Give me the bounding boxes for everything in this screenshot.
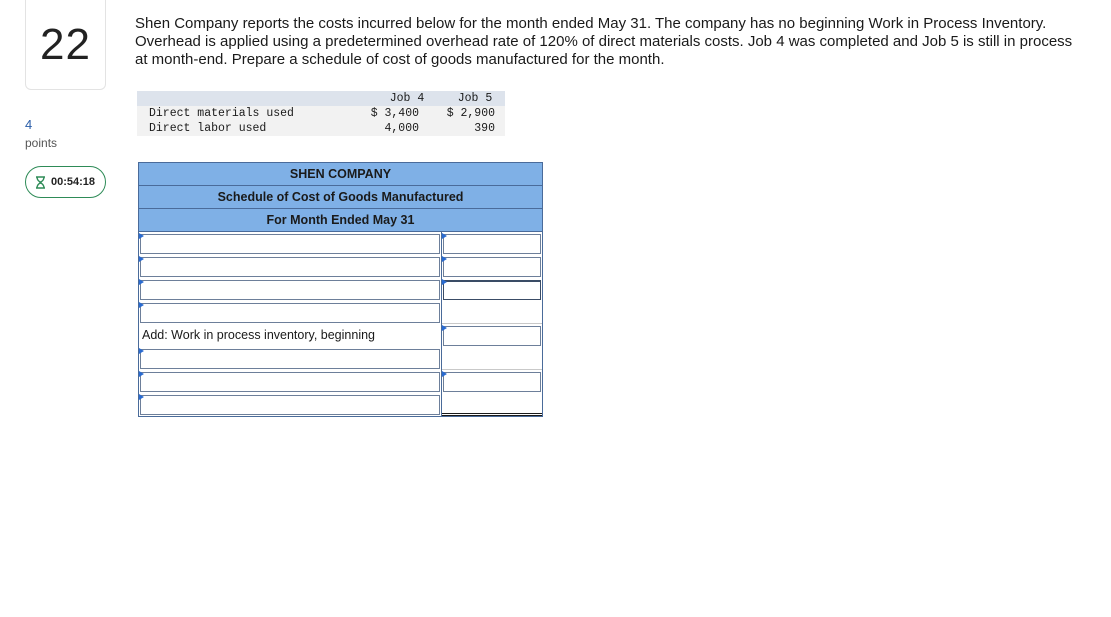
input-marker-icon: [442, 371, 447, 377]
job5-value: 390: [427, 121, 505, 136]
header-job4: Job 4: [362, 91, 427, 106]
input-marker-icon: [442, 256, 447, 262]
dropdown-marker-icon: [139, 371, 144, 377]
label-cell: [139, 232, 442, 255]
amount-input-1[interactable]: [443, 234, 541, 254]
cost-table-header: [137, 91, 505, 106]
header-job5: Job 5: [427, 91, 505, 106]
label-cell: [139, 370, 442, 393]
amount-cell: [442, 278, 542, 301]
question-number: 22: [40, 20, 91, 69]
dropdown-marker-icon: [139, 256, 144, 262]
schedule-period: For Month Ended May 31: [139, 209, 542, 232]
job4-value: 4,000: [362, 121, 427, 136]
amount-cell: [442, 324, 542, 347]
points-label: points: [25, 136, 58, 150]
header-blank: [137, 91, 362, 106]
schedule-row-2: [139, 255, 542, 278]
label-cell: [139, 278, 442, 301]
schedule-title: Schedule of Cost of Goods Manufactured: [139, 186, 542, 209]
amount-cell: [442, 232, 542, 255]
hourglass-icon: [35, 176, 46, 189]
amount-input-5[interactable]: [443, 326, 541, 346]
label-select-7[interactable]: [140, 372, 440, 392]
label-cell: [139, 301, 442, 324]
dropdown-marker-icon: [139, 302, 144, 308]
cogm-schedule: [138, 162, 543, 417]
label-select-3[interactable]: [140, 280, 440, 300]
job4-value: $ 3,400: [362, 106, 427, 121]
amount-input-3[interactable]: [443, 280, 541, 300]
points-value: 4: [25, 117, 33, 132]
row-label: Direct materials used: [137, 106, 362, 121]
double-underline: [442, 413, 542, 416]
label-select-2[interactable]: [140, 257, 440, 277]
subtotal-cell: [442, 301, 542, 324]
amount-cell: [442, 370, 542, 393]
total-cell: [442, 347, 542, 370]
label-cell: [139, 255, 442, 278]
label-select-6[interactable]: [140, 349, 440, 369]
schedule-row-7: [139, 370, 542, 393]
row-label: Direct labor used: [137, 121, 362, 136]
label-select-4[interactable]: [140, 303, 440, 323]
dropdown-marker-icon: [139, 394, 144, 400]
schedule-row-4: [139, 301, 542, 324]
final-total-cell: [442, 393, 542, 416]
input-marker-icon: [442, 279, 447, 285]
input-marker-icon: [442, 233, 447, 239]
schedule-company: SHEN COMPANY: [139, 163, 542, 186]
cost-data-table: [137, 91, 505, 136]
schedule-row-8: [139, 393, 542, 416]
amount-input-7[interactable]: [443, 372, 541, 392]
amount-input-2[interactable]: [443, 257, 541, 277]
schedule-row-3: [139, 278, 542, 301]
question-number-box: [25, 0, 106, 90]
input-marker-icon: [442, 325, 447, 331]
dropdown-marker-icon: [139, 348, 144, 354]
timer-badge: [25, 166, 106, 198]
table-row: [137, 121, 505, 136]
question-text: Shen Company reports the costs incurred below for the month ended May 31. The company has no beginning Work in Process Inventory. Overhead is applied using a predetermined overhead rate of 120% of direct materials costs. Job 4 was completed and Job 5 is still in process at month-end. Prepare a schedule of cost of goods manufactured for the month.: [135, 15, 1073, 68]
timer-text: 00:54:18: [51, 176, 96, 188]
schedule-row-5: [139, 324, 542, 347]
label-select-8[interactable]: [140, 395, 440, 415]
table-row: [137, 106, 505, 121]
dropdown-marker-icon: [139, 279, 144, 285]
schedule-row-6: [139, 347, 542, 370]
label-select-1[interactable]: [140, 234, 440, 254]
dropdown-marker-icon: [139, 233, 144, 239]
job5-value: $ 2,900: [427, 106, 505, 121]
amount-cell: [442, 255, 542, 278]
wip-beginning-label: Add: Work in process inventory, beginning: [139, 324, 442, 347]
label-cell: [139, 393, 442, 416]
schedule-row-1: [139, 232, 542, 255]
label-cell: [139, 347, 442, 370]
